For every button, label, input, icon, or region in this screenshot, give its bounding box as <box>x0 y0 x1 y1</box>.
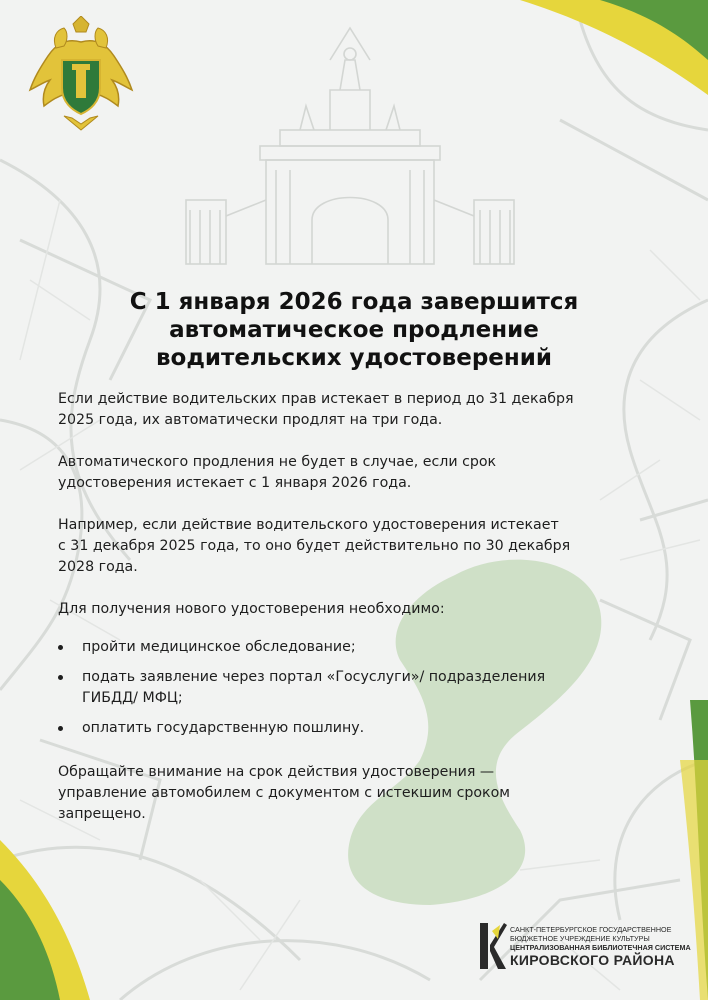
text-line: Если действие водительских прав истекает в период до 31 декабря <box>58 391 574 407</box>
bullet-icon <box>58 645 63 650</box>
text-line: удостоверения истекает с 1 января 2026 года. <box>58 475 412 491</box>
double-headed-eagle-emblem-icon <box>26 16 136 138</box>
list-item <box>58 718 648 739</box>
text-line: Обращайте внимание на срок действия удостоверения — <box>58 764 495 780</box>
title-line: автоматическое продление <box>169 317 539 343</box>
logo-line: ЦЕНТРАЛИЗОВАННАЯ БИБЛИОТЕЧНАЯ СИСТЕМА <box>510 943 691 952</box>
page-title <box>40 288 668 372</box>
triumphal-arch-icon <box>180 20 520 270</box>
paragraph-no-extension <box>58 452 648 494</box>
paragraph-auto-extension <box>58 389 648 431</box>
text-line: 2025 года, их автоматически продлят на три года. <box>58 412 443 428</box>
text-line: 2028 года. <box>58 559 138 575</box>
text-line: с 31 декабря 2025 года, то оно будет действительно по 30 декабря <box>58 538 571 554</box>
bullet-icon <box>58 726 63 731</box>
bullet-icon <box>58 675 63 680</box>
logo-line: БЮДЖЕТНОЕ УЧРЕЖДЕНИЕ КУЛЬТУРЫ <box>510 934 650 943</box>
list-item <box>58 667 648 709</box>
paragraph-requirements-intro <box>58 599 648 620</box>
library-logo <box>478 921 691 973</box>
text-line: ГИБДД/ МФЦ; <box>82 690 183 706</box>
text-line: управление автомобилем с документом с истекшим сроком <box>58 785 511 801</box>
paragraph-warning <box>58 762 648 825</box>
paragraph-example <box>58 515 648 578</box>
text-line: запрещено. <box>58 806 146 822</box>
list-item <box>58 637 648 658</box>
library-name <box>510 925 692 968</box>
text-line: Например, если действие водительского удостоверения истекает <box>58 517 559 533</box>
logo-line: САНКТ-ПЕТЕРБУРГСКОЕ ГОСУДАРСТВЕННОЕ <box>510 925 672 934</box>
requirements-list <box>58 637 648 739</box>
title-line: водительских удостоверений <box>155 345 553 371</box>
text-line: Автоматического продления не будет в случае, если срок <box>58 454 497 470</box>
text-line: подать заявление через портал «Госуслуги»/ подразделения <box>82 669 546 685</box>
title-line: С 1 января 2026 года завершится <box>129 289 579 315</box>
body-content <box>58 389 648 825</box>
text-line: оплатить государственную пошлину. <box>82 720 365 736</box>
text-line: Для получения нового удостоверения необходимо: <box>58 601 445 617</box>
library-k-logo-icon <box>478 921 508 971</box>
logo-line: КИРОВСКОГО РАЙОНА <box>510 952 675 968</box>
text-line: пройти медицинское обследование; <box>82 639 356 655</box>
